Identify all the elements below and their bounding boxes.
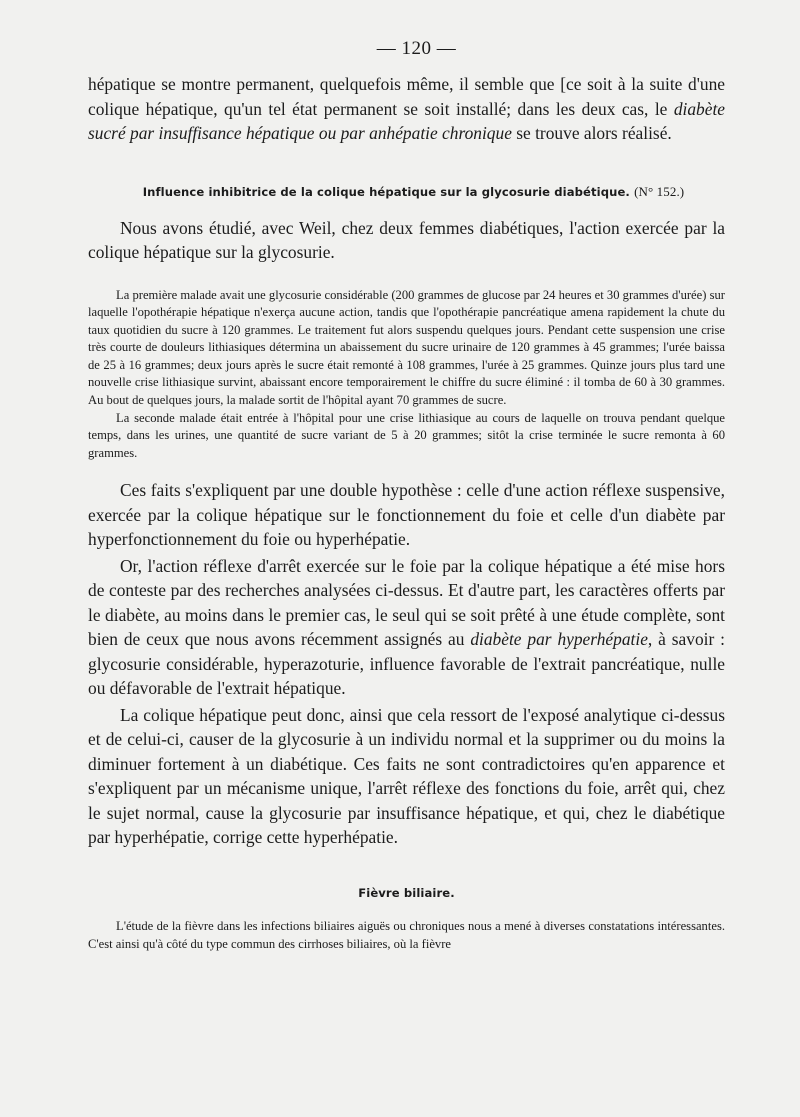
section-heading-colique-ref: (N° 152.) — [634, 183, 685, 199]
paragraph-6: L'étude de la fièvre dans les infections biliaires aiguës ou chroniques nous a mené à diverses constatations intéressantes. C'est ainsi qu'à côté du type commun des cirrhoses biliaires, où la fièvre — [88, 918, 725, 951]
paragraph-1-text-b: se trouve alors réalisé. — [511, 123, 672, 143]
paragraph-2: Nous avons étudié, avec Weil, chez deux femmes diabétiques, l'action exercée par la colique hépatique sur la glycosurie. — [88, 217, 725, 262]
page-number: — 120 — — [376, 38, 457, 59]
paragraph-5: La colique hépatique peut donc, ainsi que cela ressort de l'exposé analytique ci-dessus et de celui-ci, causer de la glycosurie à un individu normal et la supprimer ou du moins la diminuer fortement à un diabétique. Ces faits ne sont contradictoires qu'en apparence et s'expliquent par un mécanisme unique, l'arrêt réflexe des fonctions du foie, arrêt qui, chez le sujet normal, cause la glycosurie par insuffisance hépatique, et qui, chez le diabétique par hyperhépatie, corrige cette hyperhépatie. — [88, 704, 725, 848]
case-paragraph-2: La seconde malade était entrée à l'hôpital pour une crise lithiasique au cours de laquelle on trouva pendant quelque temps, dans les urines, une quantité de sucre variant de 5 à 20 grammes; sitôt la crise terminée le sucre remonta à 60 grammes. — [88, 410, 725, 460]
paragraph-4-italic: diabète par hyperhépatie — [470, 629, 648, 650]
section-heading-colique-title: Influence inhibitrice de la colique hépatique sur la glycosurie diabétique. — [142, 184, 630, 199]
section-heading-fievre: Fièvre biliaire. — [358, 885, 455, 900]
paragraph-1-italic: diabète sucré par insuffisance hépatique ou par anhépatie chronique — [88, 98, 725, 143]
paragraph-4 — [88, 554, 725, 701]
paragraph-4-text-a: Or, l'action réflexe d'arrêt exercée sur le foie par la colique hépatique a été mise hors de conteste par des recherches analysées ci-dessus. Et d'autre part, les caractères offerts par le diabète, au moins dans le premier cas, le seul qui se soit prêté à une étude complète, sont bien de ceux que nous avons récemment assignés au — [88, 555, 725, 650]
section-heading-colique — [102, 184, 725, 200]
paragraph-1 — [88, 72, 725, 146]
paragraph-4-text-b: , à savoir : glycosurie considérable, hyperazoturie, influence favorable de l'extrait pancréatique, nulle ou défavorable de l'extrait hépatique. — [88, 629, 725, 699]
case-paragraph-1: La première malade avait une glycosurie considérable (200 grammes de glucose par 24 heures et 30 grammes d'urée) sur laquelle l'opothérapie hépatique n'exerça aucune action, tandis que l'opothérapie pancréatique amena rapidement la chute du taux quotidien du sucre à 120 grammes. Le traitement fut alors suspendu quelques jours. Pendant cette suspension une crise très courte de douleurs lithiasiques détermina un abaissement du sucre urinaire de 120 grammes à 45 grammes; l'urée baissa de 25 à 16 grammes; deux jours après le sucre était remonté à 108 grammes, l'urée à 25 grammes. Quinze jours plus tard une nouvelle crise lithiasique survint, abaissant encore temporairement le chiffre du sucre éliminé : il tomba de 60 à 30 grammes. Au bout de quelques jours, la malade sortit de l'hôpital ayant 70 grammes de sucre. — [88, 287, 725, 408]
paragraph-1-text-a: hépatique se montre permanent, quelquefois même, il semble que [ce soit à la suite d'une colique hépatique, qu'un tel état permanent se soit installé; dans les deux cas, le — [88, 74, 725, 119]
paragraph-3: Ces faits s'expliquent par une double hypothèse : celle d'une action réflexe suspensive, exercée par la colique hépatique sur le fonctionnement du foie et celle d'un diabète par hyperfonctionnement du foie ou hyperhépatie. — [88, 480, 725, 550]
